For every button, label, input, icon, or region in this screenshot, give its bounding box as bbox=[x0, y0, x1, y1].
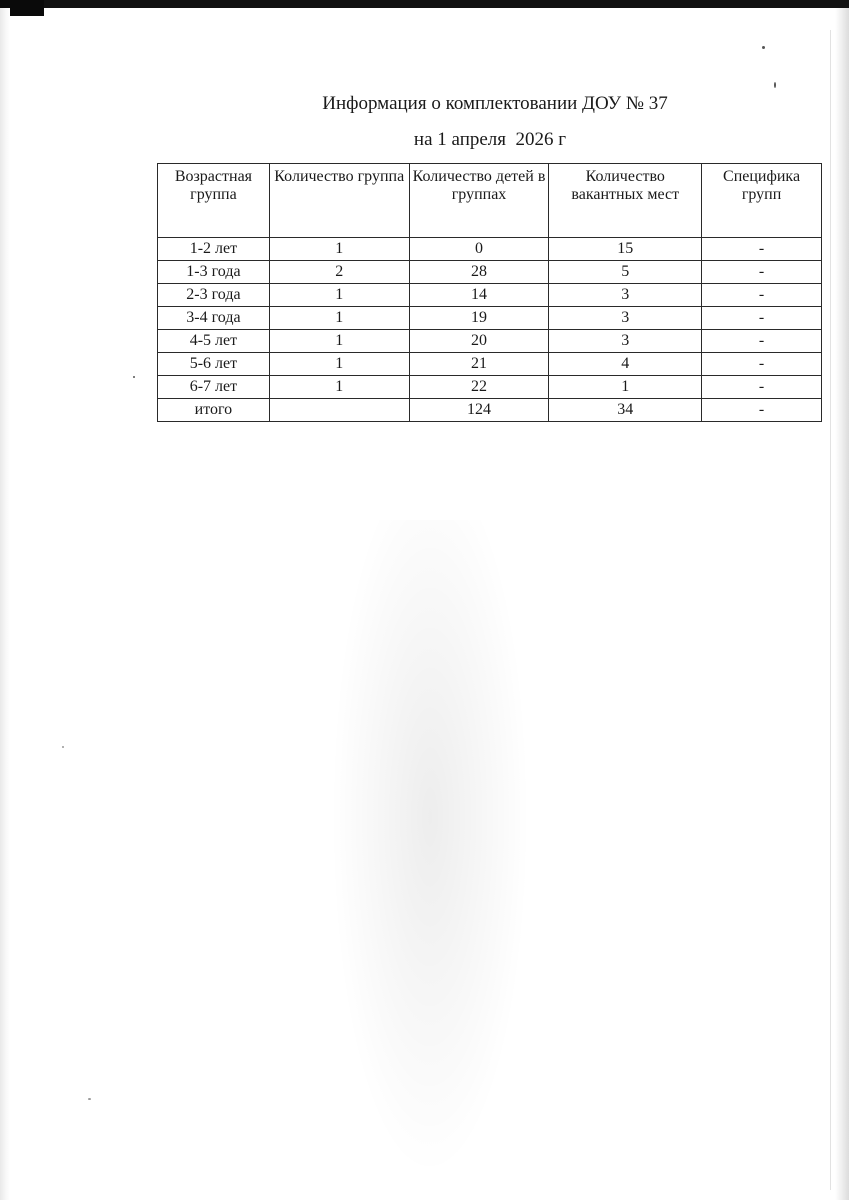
cell-children-count: 14 bbox=[409, 284, 549, 307]
cell-group-specifics: - bbox=[702, 284, 822, 307]
cell-group-specifics: - bbox=[702, 261, 822, 284]
scan-edge-right bbox=[835, 8, 849, 1200]
document-date: на 1 апреля 2026 г bbox=[413, 129, 567, 150]
table-header-row bbox=[158, 164, 822, 238]
scan-speck bbox=[774, 82, 776, 88]
cell-children-count: 0 bbox=[409, 238, 549, 261]
table-row bbox=[158, 353, 822, 376]
cell-vacancies: 1 bbox=[549, 376, 702, 399]
cell-total-vacancies: 34 bbox=[549, 399, 702, 422]
cell-age-group: 5-6 лет bbox=[158, 353, 270, 376]
table-row bbox=[158, 376, 822, 399]
cell-children-count: 28 bbox=[409, 261, 549, 284]
cell-group-count: 1 bbox=[269, 307, 409, 330]
cell-children-count: 20 bbox=[409, 330, 549, 353]
table-total-row bbox=[158, 399, 822, 422]
cell-total-group-count bbox=[269, 399, 409, 422]
header-group-specifics: Специфика групп bbox=[702, 164, 822, 238]
enrollment-table bbox=[157, 163, 822, 422]
paper-fold-line bbox=[830, 30, 831, 1190]
cell-group-count: 1 bbox=[269, 284, 409, 307]
cell-vacancies: 4 bbox=[549, 353, 702, 376]
scan-edge-left bbox=[0, 8, 10, 1200]
cell-group-specifics: - bbox=[702, 376, 822, 399]
scan-border-top bbox=[0, 0, 849, 8]
cell-age-group: 4-5 лет bbox=[158, 330, 270, 353]
cell-group-specifics: - bbox=[702, 353, 822, 376]
cell-total-label: итого bbox=[158, 399, 270, 422]
scan-shadow bbox=[330, 520, 530, 1180]
table-row bbox=[158, 284, 822, 307]
cell-group-count: 2 bbox=[269, 261, 409, 284]
header-age-group: Возрастная группа bbox=[158, 164, 270, 238]
table-row bbox=[158, 238, 822, 261]
cell-group-specifics: - bbox=[702, 330, 822, 353]
cell-age-group: 3-4 года bbox=[158, 307, 270, 330]
scan-speck bbox=[88, 1098, 91, 1100]
cell-age-group: 2-3 года bbox=[158, 284, 270, 307]
cell-group-count: 1 bbox=[269, 376, 409, 399]
cell-group-count: 1 bbox=[269, 353, 409, 376]
table-row bbox=[158, 330, 822, 353]
cell-age-group: 1-3 года bbox=[158, 261, 270, 284]
cell-children-count: 19 bbox=[409, 307, 549, 330]
cell-group-specifics: - bbox=[702, 238, 822, 261]
cell-children-count: 22 bbox=[409, 376, 549, 399]
cell-vacancies: 3 bbox=[549, 307, 702, 330]
scan-speck bbox=[762, 46, 765, 49]
scan-speck bbox=[62, 746, 64, 748]
table-row bbox=[158, 261, 822, 284]
cell-group-count: 1 bbox=[269, 330, 409, 353]
cell-group-count: 1 bbox=[269, 238, 409, 261]
table-row bbox=[158, 307, 822, 330]
cell-total-children: 124 bbox=[409, 399, 549, 422]
cell-age-group: 6-7 лет bbox=[158, 376, 270, 399]
cell-vacancies: 5 bbox=[549, 261, 702, 284]
document-title: Информация о комплектовании ДОУ № 37 bbox=[322, 93, 668, 114]
cell-group-specifics: - bbox=[702, 307, 822, 330]
header-group-count: Количество группа bbox=[269, 164, 409, 238]
cell-age-group: 1-2 лет bbox=[158, 238, 270, 261]
cell-vacancies: 3 bbox=[549, 330, 702, 353]
cell-vacancies: 15 bbox=[549, 238, 702, 261]
cell-children-count: 21 bbox=[409, 353, 549, 376]
cell-vacancies: 3 bbox=[549, 284, 702, 307]
scan-speck bbox=[133, 376, 135, 378]
header-children-count: Количество детей в группах bbox=[409, 164, 549, 238]
header-vacancies: Количество вакантных мест bbox=[549, 164, 702, 238]
cell-total-specifics: - bbox=[702, 399, 822, 422]
